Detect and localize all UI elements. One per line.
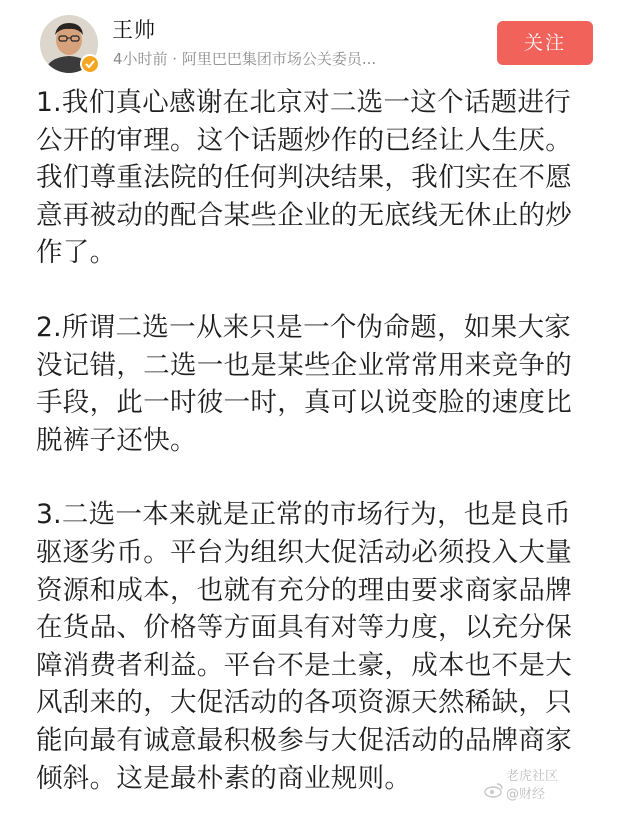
post-meta: 4小时前 · 阿里巴巴集团市场公关委员...	[113, 50, 377, 68]
author-name[interactable]: 王帅	[112, 18, 156, 42]
post-paragraph-3: 3.二选一本来就是正常的市场行为，也是良币驱逐劣币。平台为组织大促活动必须投入大量资源和成本，也就有充分的理由要求商家品牌在货品、价格等方面具有对等力度，以充分保障消费者利益。平台不是土豪，成本也不是大风刮来的，大促活动的各项资源天然稀缺，只能向最有诚意最积极参与大促活动的品牌商家倾斜。这是最朴素的商业规则。	[36, 499, 572, 794]
verified-badge-icon	[80, 54, 100, 74]
post-paragraph-2: 2.所谓二选一从来只是一个伪命题，如果大家没记错，二选一也是某些企业常常用来竞争的手段，此一时彼一时，真可以说变脸的速度比脱裤子还快。	[36, 311, 572, 456]
weibo-logo-icon	[484, 782, 504, 798]
watermark-line-2: @财经	[506, 787, 546, 802]
post-paragraph-1: 1.我们真心感谢在北京对二选一这个话题进行公开的审理。这个话题炒作的已经让人生厌。我们尊重法院的任何判决结果，我们实在不愿意再被动的配合某些企业的无底线无休止的炒作了。	[36, 87, 572, 269]
post-header	[0, 0, 618, 78]
watermark	[506, 768, 558, 804]
post-body	[36, 84, 596, 797]
watermark-line-1: 老虎社区	[506, 769, 559, 784]
follow-button[interactable]: 关注	[497, 21, 593, 65]
